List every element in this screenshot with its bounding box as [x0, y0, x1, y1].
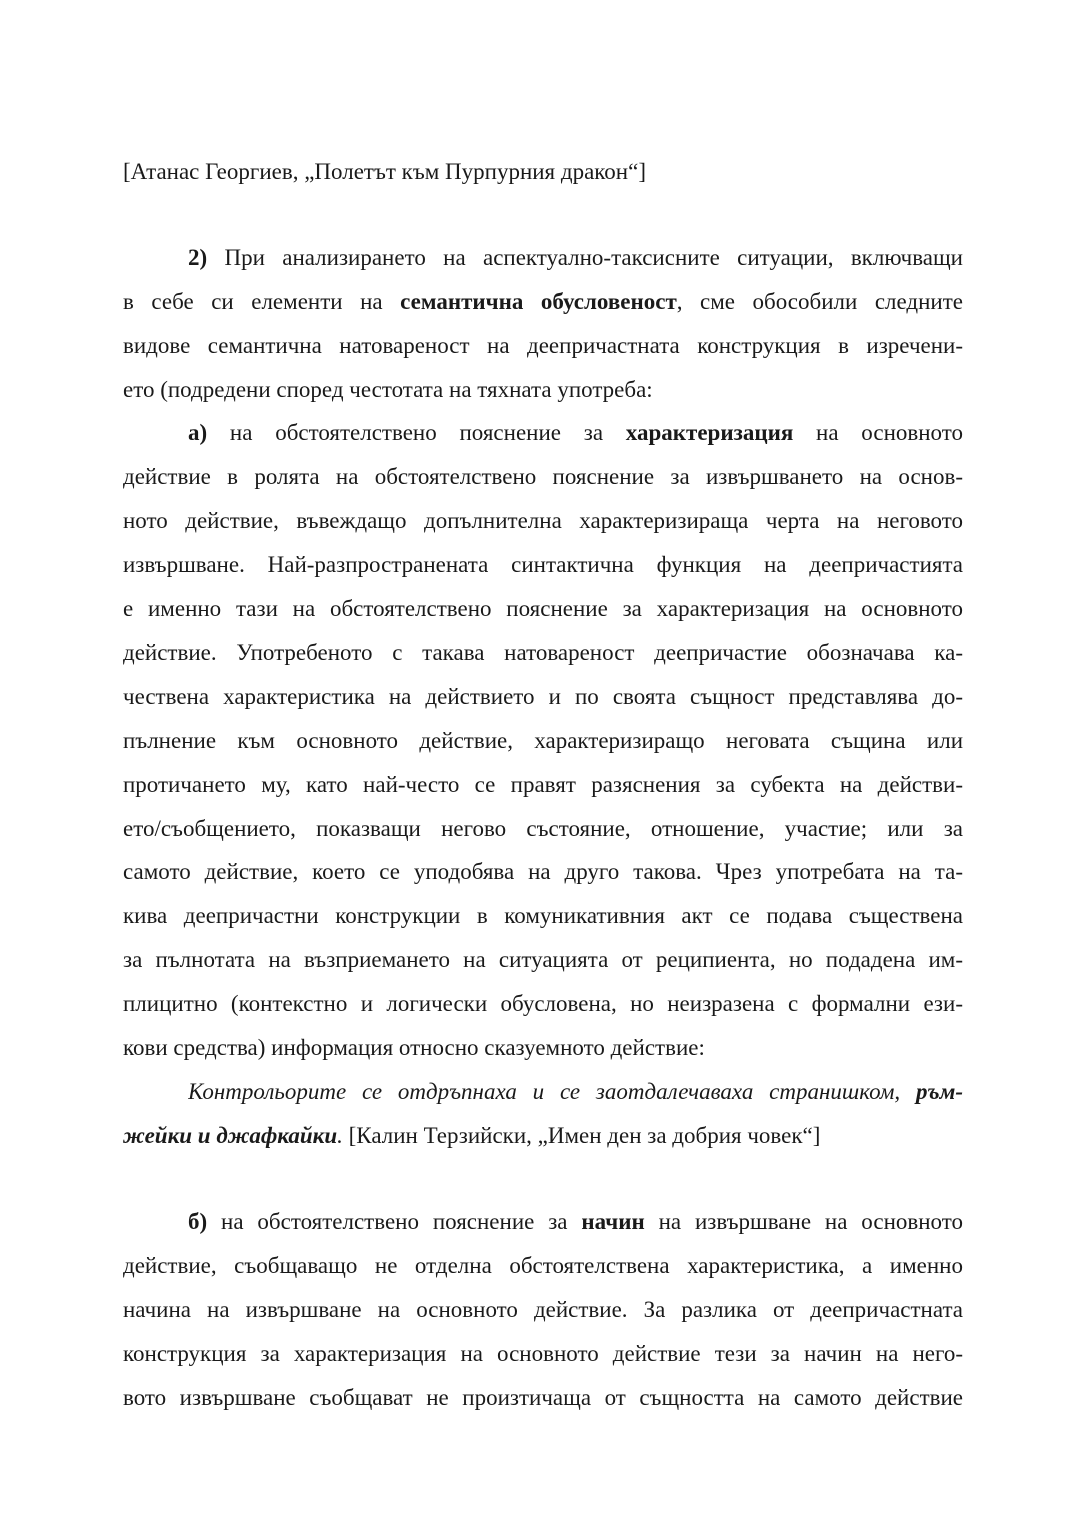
item-a-line-14: плицитно (контекстно и логически обусловена, но неизразена с формални ези- — [123, 991, 963, 1016]
item-a-line-1: а) на обстоятелствено пояснение за характеризация на основното — [188, 420, 963, 445]
paragraph-2-line-3: видове семантична натовареност на деепричастната конструкция в изречени- — [123, 333, 963, 358]
item-a-line-4: извършване. Най-разпространената синтактична функция на деепричастията — [123, 552, 963, 577]
example-quote: Контрольорите се отдръпнаха и се заотдалечаваха странишком, — [188, 1079, 916, 1104]
item-b-line-1: б) на обстоятелствено пояснение за начин на извършване на основното — [188, 1209, 963, 1234]
item-b-line-4: конструкция за характеризация на основното действие тези за начин на него- — [123, 1341, 963, 1366]
item-a-line-12: кива деепричастни конструкции в комуникативния акт се подава съществена — [123, 903, 963, 928]
example-highlight: ръм- — [915, 1079, 963, 1104]
item-b-line-2: действие, съобщаващо не отделна обстоятелствена характеристика, а именно — [123, 1253, 963, 1278]
item-a-line-11: самото действие, което се уподобява на друго такова. Чрез употребата на та- — [123, 859, 963, 884]
paragraph-2-number: 2) — [188, 245, 208, 270]
item-b-line-5: вото извършване съобщават не произтичаща от същността на самото действие — [123, 1385, 963, 1410]
item-a-line-15: кови средства) информация относно сказуемното действие: — [123, 1035, 705, 1060]
item-a-line-5: е именно тази на обстоятелствено пояснение за характеризация на основното — [123, 596, 963, 621]
paragraph-2-line-2: в себе си елементи на семантична обусловеност, сме обособили следните — [123, 289, 963, 314]
item-a-line-10: ето/съобщението, показващи негово състояние, отношение, участие; или за — [123, 816, 963, 841]
item-a-line-8: пълнение към основното действие, характеризиращо неговата същина или — [123, 728, 963, 753]
item-b-marker: б) — [188, 1209, 208, 1234]
example-line-1 — [188, 1077, 963, 1107]
item-a-marker: а) — [188, 420, 208, 445]
item-a-line-9: протичането му, като най-често се правят разяснения за субекта на действи- — [123, 772, 963, 797]
item-b-line-3: начина на извършване на основното действие. За разлика от деепричастната — [123, 1297, 963, 1322]
example-highlight-cont: жейки и джафкайки — [123, 1123, 338, 1148]
source-citation-1: [Атанас Георгиев, „Полетът към Пурпурния дракон“] — [123, 159, 646, 184]
item-a-line-2: действие в ролята на обстоятелствено пояснение за извършването на основ- — [123, 464, 963, 489]
item-a-line-6: действие. Употребеното с такава натовареност деепричастие обозначава ка- — [123, 640, 963, 665]
item-a-line-13: за пълнотата на възприемането на ситуацията от реципиента, но подадена им- — [123, 947, 963, 972]
source-citation-2: [Калин Терзийски, „Имен ден за добрия човек“] — [342, 1123, 821, 1148]
paragraph-2-line-4: ето (подредени според честотата на тяхната употреба: — [123, 377, 653, 402]
paragraph-2-line-1: 2) При анализирането на аспектуално-таксисните ситуации, включващи — [188, 245, 963, 270]
term-manner: начин — [581, 1209, 645, 1234]
item-a-line-3: ното действие, въвеждащо допълнителна характеризираща черта на неговото — [123, 508, 963, 533]
term-characterization: характеризация — [625, 420, 794, 445]
example-line-2: жейки и джафкайки. [Калин Терзийски, „Имен ден за добрия човек“] — [123, 1123, 821, 1148]
item-a-line-7: чествена характеристика на действието и по своята същност представлява до- — [123, 684, 963, 709]
term-semantic-conditioning: семантична обусловеност — [400, 289, 677, 314]
